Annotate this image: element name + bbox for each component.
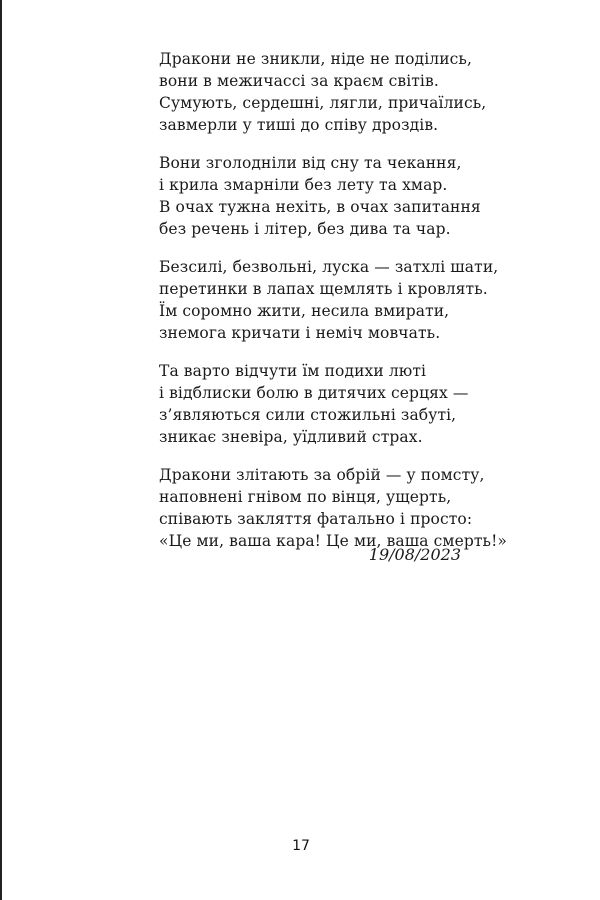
poem-line: зникає зневіра, уїдливий страх. <box>159 428 423 446</box>
page-number: 17 <box>292 838 310 854</box>
poem-line: В очах тужна нехіть, в очах запитання <box>159 198 481 216</box>
poem-line: наповнені гнівом по вінця, ущерть, <box>159 488 452 506</box>
poem-line: Їм соромно жити, несила вмирати, <box>159 302 450 320</box>
stanza-5 <box>159 464 507 552</box>
poem-line: з’являються сили стожильні забуті, <box>159 406 457 424</box>
poem-line: Дракони не зникли, ніде не поділись, <box>159 50 472 68</box>
poem-line: вони в межичассі за краєм світів. <box>159 72 439 90</box>
stanza-1 <box>159 48 489 136</box>
poem-date: 19/08/2023 <box>368 545 461 564</box>
poem-line: і крила змарніли без лету та хмар. <box>159 176 448 194</box>
poem-line: перетинки в лапах щемлять і кровлять. <box>159 280 488 298</box>
poem-line: завмерли у тиші до співу дроздів. <box>159 116 439 134</box>
poem-line: Та варто відчути їм подихи люті <box>159 362 427 380</box>
stanza-2 <box>159 152 489 240</box>
poem-line: «Це ми, ваша кара! Це ми, ваша смерть!» <box>159 532 507 550</box>
poem-line: Вони зголодніли від сну та чекання, <box>159 154 462 172</box>
poem-line: і відблиски болю в дитячих серцях — <box>159 384 469 402</box>
poem-line: Безсилі, безвольні, луска — затхлі шати, <box>159 258 499 276</box>
poem-line: Дракони злітають за обрій — у помсту, <box>159 466 485 484</box>
poem <box>159 48 507 568</box>
poem-line: співають закляття фатально і просто: <box>159 510 473 528</box>
poem-line: знемога кричати і неміч мовчать. <box>159 324 441 342</box>
poem-line: без речень і літер, без дива та чар. <box>159 220 451 238</box>
stanza-4 <box>159 360 489 448</box>
poem-line: Сумують, сердешні, лягли, причаїлись, <box>159 94 487 112</box>
stanza-3 <box>159 256 499 344</box>
